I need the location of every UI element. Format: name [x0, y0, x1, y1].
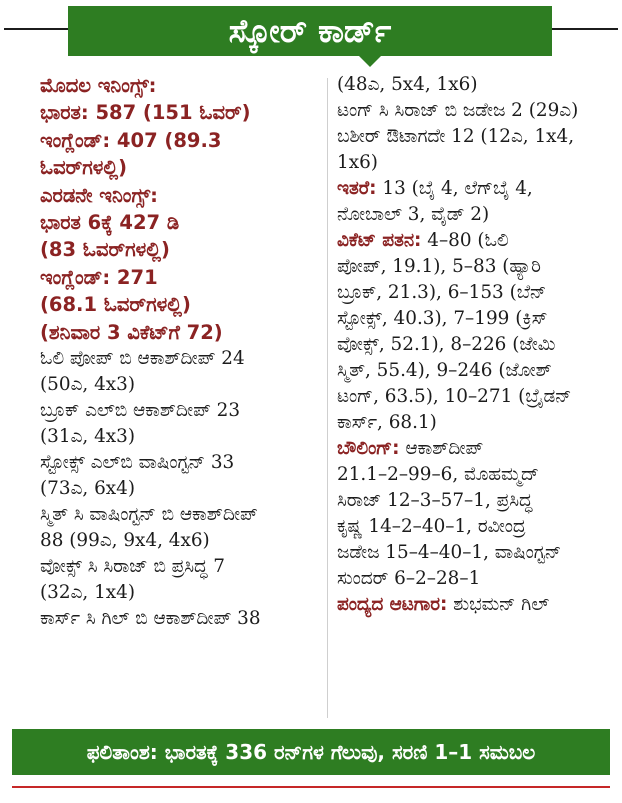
banner-pointer: [359, 56, 381, 67]
innings-summary-line: ಓವರ್‌ಗಳಲ್ಲಿ): [40, 156, 128, 180]
detail-text: ಬ್ರೂಕ್, 21.3), 6–153 (ಬೆನ್: [337, 282, 547, 303]
scorecard-detail-line: [337, 228, 607, 254]
scorecard-detail-line: [337, 592, 607, 618]
detail-text: ನೋಬಾಲ್ 3, ವೈಡ್ 2): [337, 204, 490, 225]
scorecard-detail-line: [337, 280, 607, 306]
section-label: ಇತರೆ:: [337, 178, 377, 199]
scorecard-detail-line: [337, 202, 607, 228]
detail-text: ಬಶೀರ್ ಔಟಾಗದೇ 12 (12ಎ, 1x4,: [337, 126, 575, 147]
scorecard-title: ಸ್ಕೋರ್ ಕಾರ್ಡ್: [228, 11, 392, 50]
innings-summary-line: ಮೊದಲ ಇನಿಂಗ್ಸ್:: [40, 74, 157, 97]
detail-text: ಜಡೇಜ 15–4–40–1, ವಾಷಿಂಗ್ಟನ್: [337, 542, 562, 563]
scorecard-detail-line: [337, 124, 607, 150]
detail-text: ಟಂಗ್ ಸಿ ಸಿರಾಜ್ ಬಿ ಜಡೇಜ 2 (29ಎ): [337, 100, 579, 121]
scorecard-detail-line: [337, 566, 607, 592]
scorecard-left-column: [40, 72, 325, 632]
detail-text: ಸ್ಮಿತ್, 55.4), 9–246 (ಜೋಶ್: [337, 360, 552, 381]
column-divider: [327, 78, 328, 718]
scorecard-right-column: [337, 72, 607, 618]
section-label: ಪಂದ್ಯದ ಆಟಗಾರ:: [337, 594, 448, 615]
detail-text: 4–80 (ಓಲಿ: [421, 230, 509, 251]
innings-summary-line: ಇಂಗ್ಲೆಂಡ್: 271: [40, 265, 158, 289]
result-banner: [12, 729, 610, 775]
detail-text: 1x6): [337, 152, 378, 173]
detail-text: ಕಾರ್ಸ್, 68.1): [337, 412, 437, 433]
scorecard-detail-line: [337, 410, 607, 436]
innings-summary-line: ಇಂಗ್ಲೆಂಡ್: 407 (89.3: [40, 128, 222, 152]
detail-text: ಪೋಪ್, 19.1), 5–83 (ಹ್ಯಾರಿ: [337, 256, 541, 277]
detail-text: ಸುಂದರ್ 6–2–28–1: [337, 568, 481, 589]
detail-text: 13 (ಬೈ 4, ಲೆಗ್‌ಬೈ 4,: [376, 178, 533, 199]
batting-line: ಸ್ಮಿತ್ ಸಿ ವಾಷಿಂಗ್ಟನ್ ಬಿ ಆಕಾಶ್‌ದೀಪ್: [40, 504, 258, 526]
batting-line: (31ಎ, 4x3): [40, 426, 136, 448]
scorecard-detail-line: [337, 358, 607, 384]
batting-line: (73ಎ, 6x4): [40, 478, 136, 500]
batting-line: ಕಾರ್ಸ್ ಸಿ ಗಿಲ್ ಬಿ ಆಕಾಶ್‌ದೀಪ್ 38: [40, 608, 261, 630]
scorecard-detail-line: [337, 462, 607, 488]
match-result: ಫಲಿತಾಂಶ: ಭಾರತಕ್ಕೆ 336 ರನ್‌ಗಳ ಗೆಲುವು, ಸರಣಿ 1–1 ಸಮಬಲ: [86, 740, 536, 764]
detail-text: ಶುಭಮನ್ ಗಿಲ್: [447, 594, 550, 615]
scorecard-detail-line: [337, 436, 607, 462]
detail-text: ಕೃಷ್ಣ 14–2–40–1, ರವೀಂದ್ರ: [337, 516, 526, 537]
scorecard-title-banner: [68, 6, 552, 56]
innings-summary-line: ಎರಡನೇ ಇನಿಂಗ್ಸ್:: [40, 183, 158, 207]
batting-line: ಸ್ಟೋಕ್ಸ್ ಎಲ್‌ಬಿ ವಾಷಿಂಗ್ಟನ್ 33: [40, 452, 235, 474]
innings-summary-line: (83 ಓವರ್‌ಗಳಲ್ಲಿ): [40, 238, 170, 262]
batting-line: ಬ್ರೂಕ್ ಎಲ್‌ಬಿ ಆಕಾಶ್‌ದೀಪ್ 23: [40, 400, 241, 422]
detail-text: ಸಿರಾಜ್ 12–3–57–1, ಪ್ರಸಿದ್ಧ: [337, 490, 533, 511]
detail-text: ವೋಕ್ಸ್, 52.1), 8–226 (ಜೇಮಿ: [337, 334, 556, 355]
scorecard-detail-line: [337, 254, 607, 280]
scorecard-detail-line: [337, 72, 607, 98]
scorecard-detail-line: [337, 514, 607, 540]
detail-text: (48ಎ, 5x4, 1x6): [337, 74, 478, 95]
detail-text: ಟಂಗ್, 63.5), 10–271 (ಬ್ರೈಡನ್: [337, 386, 572, 407]
scorecard-detail-line: [337, 488, 607, 514]
batting-line: ಓಲಿ ಪೋಪ್ ಬಿ ಆಕಾಶ್‌ದೀಪ್ 24: [40, 348, 245, 370]
innings-summary-line: ಭಾರತ: 587 (151 ಓವರ್): [40, 101, 251, 125]
detail-text: ಆಕಾಶ್‌ದೀಪ್: [399, 438, 484, 459]
innings-summary-line: ಭಾರತ 6ಕ್ಕೆ 427 ಡಿ: [40, 211, 180, 235]
batting-line: ವೋಕ್ಸ್ ಸಿ ಸಿರಾಜ್ ಬಿ ಪ್ರಸಿದ್ಧ 7: [40, 556, 225, 578]
bottom-rule: [12, 786, 610, 788]
detail-text: 21.1–2–99–6, ಮೊಹಮ್ಮದ್: [337, 464, 539, 485]
scorecard-detail-line: [337, 98, 607, 124]
scorecard-detail-line: [337, 332, 607, 358]
innings-summary-line: (68.1 ಓವರ್‌ಗಳಲ್ಲಿ): [40, 293, 191, 317]
scorecard-detail-line: [337, 306, 607, 332]
detail-text: ಸ್ಟೋಕ್ಸ್, 40.3), 7–199 (ಕ್ರಿಸ್: [337, 308, 548, 329]
scorecard-detail-line: [337, 384, 607, 410]
batting-line: (50ಎ, 4x3): [40, 374, 136, 396]
scorecard-detail-line: [337, 150, 607, 176]
batting-line: (32ಎ, 1x4): [40, 582, 136, 604]
section-label: ವಿಕೆಟ್ ಪತನ:: [337, 230, 422, 251]
scorecard-detail-line: [337, 176, 607, 202]
innings-summary-line: (ಶನಿವಾರ 3 ವಿಕೆಟ್‌ಗೆ 72): [40, 320, 223, 344]
section-label: ಬೌಲಿಂಗ್:: [337, 438, 400, 459]
scorecard-detail-line: [337, 540, 607, 566]
batting-line: 88 (99ಎ, 9x4, 4x6): [40, 530, 210, 552]
